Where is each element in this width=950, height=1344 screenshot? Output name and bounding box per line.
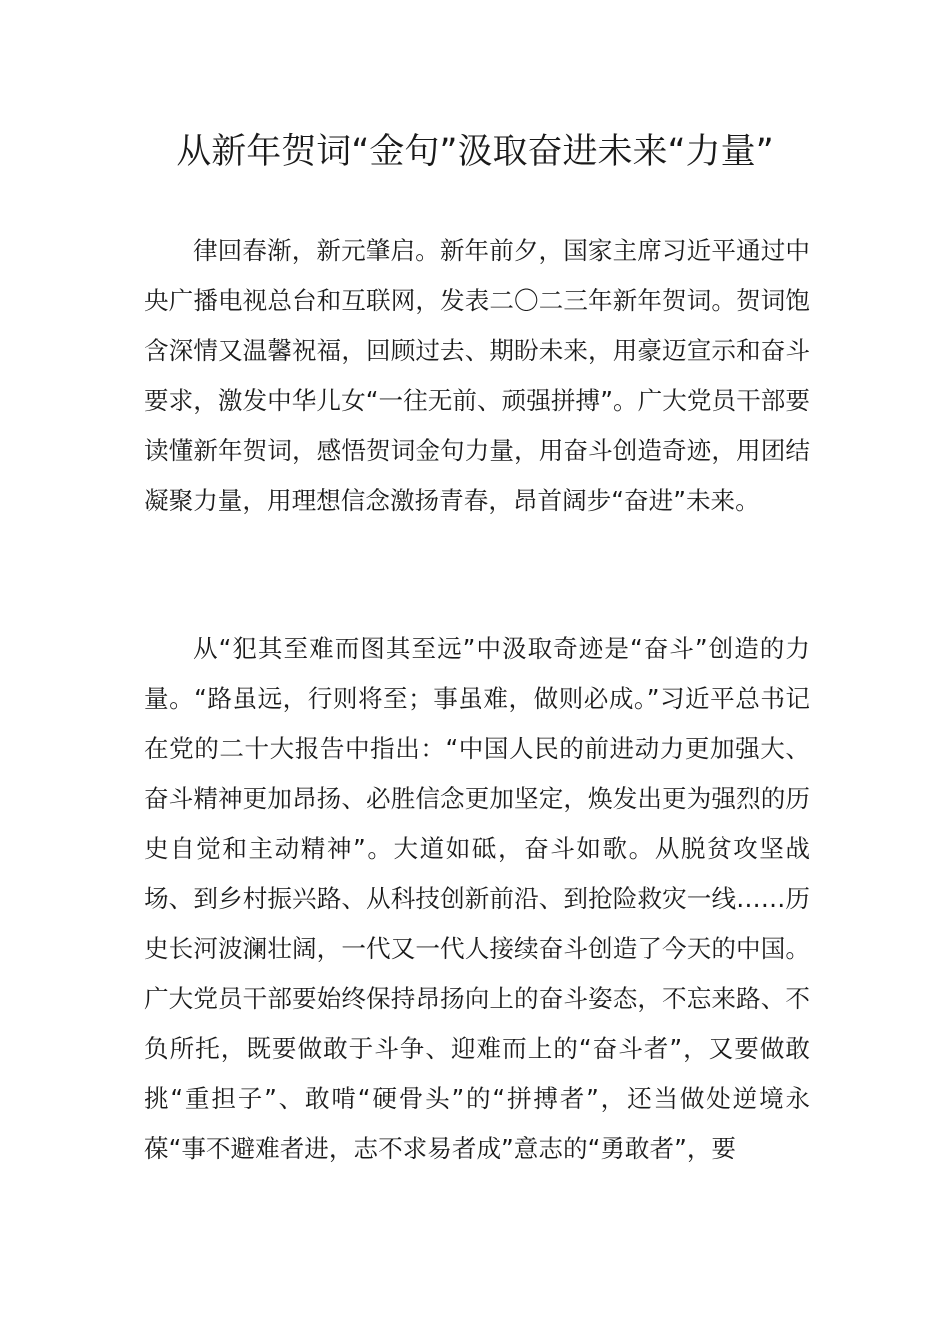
paragraph-section-1: 从“犯其至难而图其至远”中汲取奇迹是“奋斗”创造的力量。“路虽远，行则将至；事虽难，做则必成。”习近平总书记在党的二十大报告中指出：“中国人民的前进动力更加强大、奋斗精神更加昂扬、必胜信念更加坚定，焕发出更为强烈的历史自觉和主动精神”。大道如砥，奋斗如歌。从脱贫攻坚战场、到乡村振兴路、从科技创新前沿、到抢险救灾一线……历史长河波澜壮阔，一代又一代人接续奋斗创造了今天的中国。广大党员干部要始终保持昂扬向上的奋斗姿态，不忘来路、不负所托，既要做敢于斗争、迎难而上的“奋斗者”，又要做敢挑“重担子”、敢啃“硬骨头”的“拼搏者”，还当做处逆境永葆“事不避难者进，志不求易者成”意志的“勇敢者”，要 (144, 634, 810, 1163)
document-title: 从新年贺词“金句”汲取奋进未来“力量” (176, 132, 774, 172)
paragraph-intro: 律回春渐，新元肇启。新年前夕，国家主席习近平通过中央广播电视总台和互联网，发表二〇二三年新年贺词。贺词饱含深情又温馨祝福，回顾过去、期盼未来，用豪迈宣示和奋斗要求，激发中华儿女“一往无前、顽强拼搏”。广大党员干部要读懂新年贺词，感悟贺词金句力量，用奋斗创造奇迹，用团结凝聚力量，用理想信念激扬青春，昂首阔步“奋进”未来。 (144, 236, 810, 515)
